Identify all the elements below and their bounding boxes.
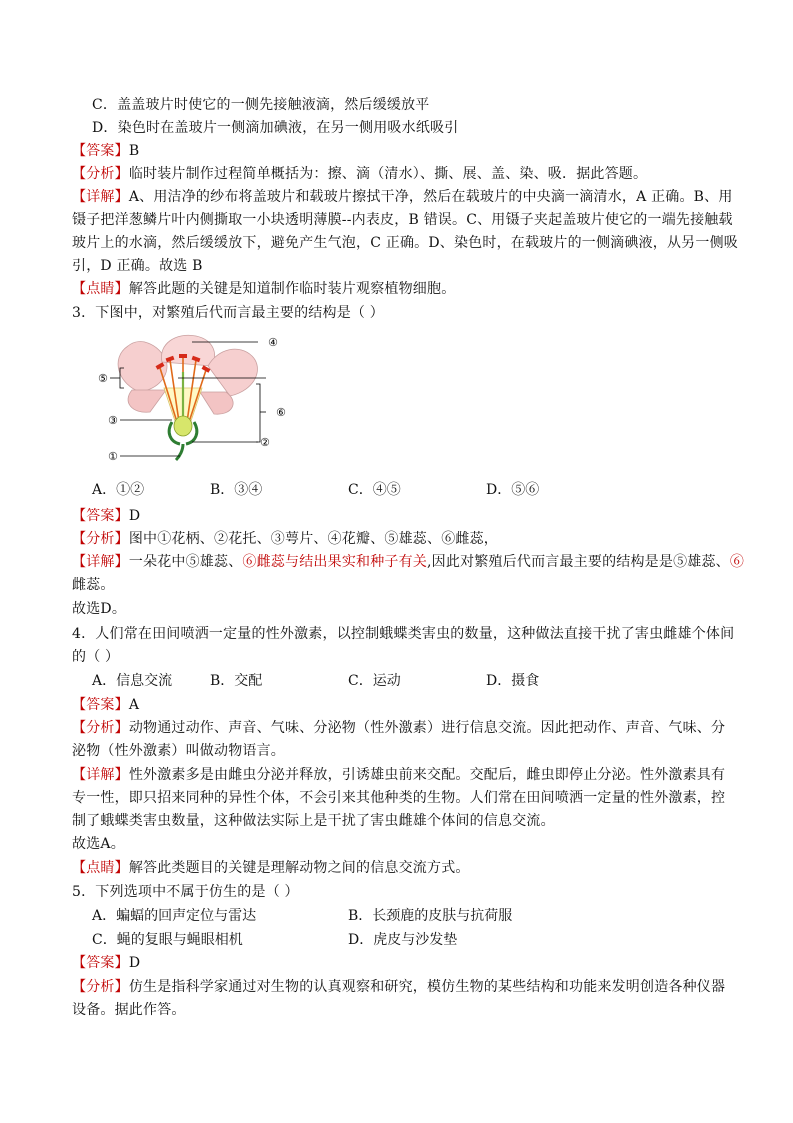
q4-analysis-line-1 (72, 717, 725, 739)
detail-tag: 【详解】 (72, 767, 129, 783)
detail-text-c: ,因此对繁殖后代而言最主要的结构是是⑤雄蕊、 (427, 554, 730, 570)
label-3: ③ (108, 414, 118, 427)
analysis-tag: 【分析】 (72, 166, 129, 182)
q5-option-a: A．蝙蝠的回声定位与雷达 (92, 908, 257, 924)
q5-analysis-line-1 (72, 976, 725, 998)
q3-option-c: C．④⑤ (348, 482, 401, 498)
q4-detail-line-1 (72, 764, 725, 786)
label-5: ⑤ (98, 372, 108, 385)
q2-detail-line-2: 镊子把洋葱鳞片叶内侧撕取一小块透明薄膜--内表皮，B 错误。C、用镊子夹起盖玻片使它的一端先接触载 (72, 212, 733, 228)
q5-option-b: B．长颈鹿的皮肤与抗荷服 (348, 908, 513, 924)
q3-answer (72, 505, 140, 527)
q3-conclusion: 故选D。 (72, 601, 127, 617)
answer-tag: 【答案】 (72, 697, 129, 713)
detail-text: A、用洁净的纱布将盖玻片和载玻片擦拭干净，然后在载玻片的中央滴一滴清水，A 正确。B、用 (128, 189, 733, 205)
q3-option-a: A．①② (92, 482, 145, 498)
q4-option-a: A．信息交流 (92, 673, 173, 689)
petal-lower-left (128, 390, 166, 412)
q4-comment (72, 857, 470, 879)
q4-detail-line-3: 制了蛾蝶类害虫数量，这种做法实际上是干扰了害虫雌雄个体间的信息交流。 (72, 813, 555, 829)
q3-option-b: B．③④ (210, 482, 263, 498)
detail-text: 性外激素多是由雌虫分泌并释放，引诱雄虫前来交配。交配后，雌虫即停止分泌。性外激素具有 (128, 767, 726, 783)
detail-text-highlight-2: ⑥ (729, 554, 745, 570)
q4-answer (72, 694, 139, 716)
q3-option-d: D．⑤⑥ (486, 482, 540, 498)
answer-value: B (128, 143, 140, 159)
q4-option-d: D．摄食 (486, 673, 540, 689)
comment-text: 解答此题的关键是知道制作临时装片观察植物细胞。 (128, 281, 456, 297)
detail-tag: 【详解】 (72, 554, 129, 570)
q5-option-d: D．虎皮与沙发垫 (348, 932, 458, 948)
q2-analysis (72, 163, 647, 185)
q2-detail-line-4: 引，D 正确。故选 B (72, 258, 203, 274)
petal-lower-right (200, 392, 233, 414)
q5-analysis-line-2: 设备。据此作答。 (72, 1002, 186, 1018)
q4-detail-line-2: 专一性，即只招来同种的异性个体，不会引来其他种类的生物。人们常在田间喷洒一定量的性外激素，控 (72, 790, 726, 806)
q5-answer (72, 952, 140, 974)
analysis-text: 仿生是指科学家通过对生物的认真观察和研究，模仿生物的某些结构和功能来发明创造各种仪器 (128, 979, 726, 995)
comment-text: 解答此类题目的关键是理解动物之间的信息交流方式。 (128, 860, 470, 876)
flower-diagram (80, 330, 300, 465)
detail-text-a: 一朵花中⑤雄蕊、 (128, 554, 243, 570)
q4-option-b: B．交配 (210, 673, 263, 689)
comment-tag: 【点睛】 (72, 281, 129, 297)
q4-option-c: C．运动 (348, 673, 401, 689)
answer-value: A (128, 697, 140, 713)
q2-detail-line-1 (72, 186, 733, 208)
q4-conclusion: 故选A。 (72, 836, 125, 852)
q5-option-c: C．蝇的复眼与蝇眼相机 (92, 932, 243, 948)
comment-tag: 【点睛】 (72, 860, 129, 876)
petal-right (208, 349, 257, 396)
label-1: ① (108, 450, 118, 463)
label-6: ⑥ (276, 406, 286, 419)
q2-detail-line-3: 玻片上的水滴，然后缓缓放下，避免产生气泡，C 正确。D、染色时，在载玻片的一侧滴碘液，从另一侧吸 (72, 235, 738, 251)
q4-stem-line-2: 的（ ） (72, 649, 120, 665)
ovary (174, 416, 192, 436)
detail-tag: 【详解】 (72, 189, 129, 205)
q2-answer (72, 140, 139, 162)
q3-stem: 3．下图中，对繁殖后代而言最主要的结构是（ ） (72, 305, 384, 321)
q2-option-d: D．染色时在盖玻片一侧滴加碘液，在另一侧用吸水纸吸引 (92, 120, 459, 136)
flower-stalk (176, 444, 183, 460)
answer-tag: 【答案】 (72, 143, 129, 159)
q3-analysis (72, 528, 498, 550)
q4-stem-line-1: 4．人们常在田间喷洒一定量的性外激素，以控制蛾蝶类害虫的数量，这种做法直接干扰了害虫雌雄个体间 (72, 626, 735, 642)
answer-value: D (128, 955, 141, 971)
q3-detail-line-1 (72, 551, 744, 573)
answer-tag: 【答案】 (72, 955, 129, 971)
answer-value: D (128, 508, 141, 524)
analysis-text: 临时装片制作过程简单概括为：擦、滴（清水）、撕、展、盖、染、吸．据此答题。 (128, 166, 648, 182)
analysis-text: 动物通过动作、声音、气味、分泌物（性外激素）进行信息交流。因此把动作、声音、气味、分 (128, 720, 726, 736)
analysis-tag: 【分析】 (72, 531, 129, 547)
analysis-tag: 【分析】 (72, 720, 129, 736)
analysis-text: 图中①花柄、②花托、③萼片、④花瓣、⑤雄蕊、⑥雌蕊， (128, 531, 499, 547)
q2-option-c: C．盖盖玻片时使它的一侧先接触液滴，然后缓缓放平 (92, 97, 430, 113)
analysis-tag: 【分析】 (72, 979, 129, 995)
q4-analysis-line-2: 泌物（性外激素）叫做动物语言。 (72, 743, 285, 759)
label-4: ④ (268, 336, 278, 349)
answer-tag: 【答案】 (72, 508, 129, 524)
q5-stem: 5．下列选项中不属于仿生的是（ ） (72, 884, 299, 900)
q3-detail-line-2: 雌蕊。 (72, 577, 115, 593)
q2-comment (72, 278, 455, 300)
label-2: ② (260, 436, 270, 449)
detail-text-highlight: ⑥雌蕊与结出果实和种子有关 (242, 554, 428, 570)
